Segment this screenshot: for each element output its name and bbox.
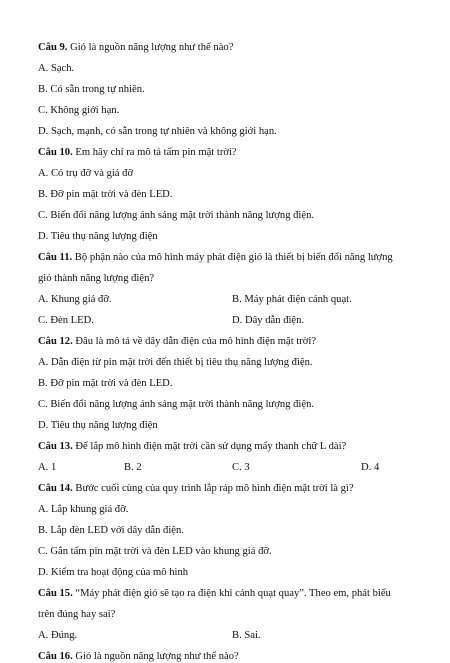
option: B. Sai. [232,630,261,641]
option: D. Kiểm tra hoạt động của mô hình [38,567,189,578]
option: A. Khung giá đỡ. [38,294,112,305]
option: D. Tiêu thụ năng lượng điện [38,231,158,242]
question-number: Câu 9. [38,42,68,53]
question-number: Câu 11. [38,252,73,263]
option: B. Lắp đèn LED với dây dẫn điện. [38,525,184,536]
question-number: Câu 14. [38,483,73,494]
question-number: Câu 13. [38,441,73,452]
question-text: Đâu là mô tả về dây dẫn điện của mô hình điện mặt trời? [72,336,317,347]
question-12 [38,335,316,348]
option: A. Dẫn điện từ pin mặt trời đến thiết bị tiêu thụ năng lượng điện. [38,357,313,368]
question-9 [38,41,233,54]
option: C. Không giới hạn. [38,105,120,116]
question-15 [38,587,391,600]
option: C. Đèn LED. [38,315,94,326]
question-13 [38,440,346,453]
option: B. Máy phát điện cánh quạt. [232,294,352,305]
option: B. Có sẵn trong tự nhiên. [38,84,145,95]
question-text: Bước cuối cùng của quy trình lắp ráp mô hình điện mặt trời là gì? [72,483,354,494]
option: A. Sạch. [38,63,75,74]
option: D. 4 [361,462,380,473]
question-14 [38,482,354,495]
question-10 [38,146,237,159]
question-number: Câu 16. [38,651,73,662]
question-number: Câu 15. [38,588,73,599]
option: B. Đỡ pin mặt trời và đèn LED. [38,378,173,389]
question-text: Để lắp mô hình điện mặt trời cần sử dụng mấy thanh chữ L dài? [72,441,347,452]
option: A. Lắp khung giá đỡ. [38,504,129,515]
question-16 [38,650,239,663]
option: C. Biến đổi năng lượng ánh sáng mặt trời thành năng lượng điện. [38,210,315,221]
question-11 [38,251,393,264]
option: C. 3 [232,462,250,473]
question-text: Bộ phận nào của mô hình máy phát điện gió là thiết bị biến đổi năng lượng [72,252,393,263]
question-text: Em hãy chỉ ra mô tả tấm pin mặt trời? [72,147,237,158]
question-text-continued: gió thành năng lượng điện? [38,273,155,284]
option: D. Tiêu thụ năng lượng điện [38,420,158,431]
option: B. 2 [124,462,142,473]
option: A. Có trụ đỡ và giá đỡ [38,168,134,179]
option: A. Đúng. [38,630,78,641]
option: C. Biến đổi năng lượng ánh sáng mặt trời thành năng lượng điện. [38,399,315,410]
question-text: “Máy phát điện gió sẽ tạo ra điện khi cánh quạt quay”. Theo em, phát biểu [72,588,391,599]
option: A. 1 [38,462,57,473]
question-text: Gió là nguồn năng lượng như thế nào? [67,42,234,53]
question-number: Câu 10. [38,147,73,158]
question-text-continued: trên đúng hay sai? [38,609,116,620]
question-number: Câu 12. [38,336,73,347]
option: C. Gắn tấm pin mặt trời và đèn LED vào khung giá đỡ. [38,546,272,557]
option: D. Dây dẫn điện. [232,315,305,326]
option: B. Đỡ pin mặt trời và đèn LED. [38,189,173,200]
option: D. Sạch, mạnh, có sẵn trong tự nhiên và không giới hạn. [38,126,277,137]
question-text: Gió là nguồn năng lượng như thế nào? [72,651,239,662]
